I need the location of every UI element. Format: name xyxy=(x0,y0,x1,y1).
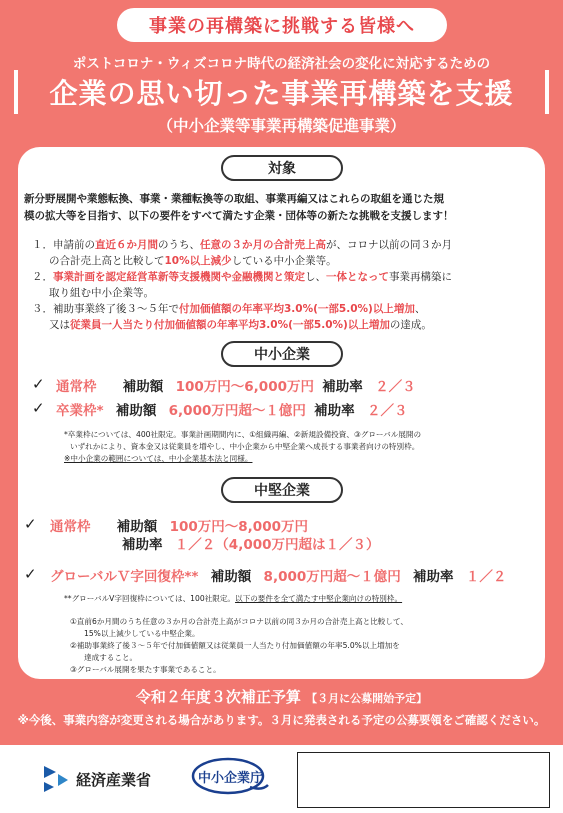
check-icon: ✓ xyxy=(32,375,45,393)
main-title: 企業の思い切った事業再構築を支援 xyxy=(49,77,514,110)
sme-normal-row: 通常枠 補助額 100万円～6,000万円 補助率 ２／３ xyxy=(56,379,416,395)
target-intro-line2: 模の拡大等を目指す、以下の要件をすべて満たす企業・団体等の新たな挑戦を支援します！ xyxy=(24,210,454,222)
mid-cond-1b: 15%以上減少している中堅企業。 xyxy=(84,629,200,638)
requirement-1-line1: １．申請前の直近６か月間のうち、任意の３か月の合計売上高が、コロナ以前の同３か月 xyxy=(32,239,452,251)
check-icon: ✓ xyxy=(24,565,37,583)
contact-box xyxy=(297,752,550,808)
mid-cond-2b: 達成すること。 xyxy=(84,653,138,662)
mid-cond-3: ③グローバル展開を果たす事業であること。 xyxy=(70,665,221,674)
requirement-3-line2: 又は従業員一人当たり付加価値額の年率平均3.0%(一部5.0%)以上増加の達成。 xyxy=(49,319,432,331)
sme-graduation-row: 卒業枠* 補助額 6,000万円超～１億円 補助率 ２／３ xyxy=(56,403,408,419)
requirement-2-line2: 取り組む中小企業等。 xyxy=(49,287,154,299)
mid-cond-2a: ②補助事業終了後３～５年で付加価値額又は従業員一人当たり付加価値額の年率5.0%以上増加を xyxy=(70,641,400,650)
change-notice: ※今後、事業内容が変更される場合があります。３月に発表される予定の公募要領をご確認ください。 xyxy=(17,713,546,727)
meti-logo xyxy=(42,764,151,794)
budget-line: 令和２年度３次補正予算 【３月に公募開始予定】 xyxy=(135,688,428,706)
requirement-2-line1: ２．事業計画を認定経営革新等支援機関や金融機関と策定し、一体となって事業再構築に xyxy=(32,271,452,283)
sme-note-line2: いずれかにより、資本金又は従業員を増やし、中小企業から中堅企業へ成長する事業者向けの特別枠。 xyxy=(70,442,420,451)
sme-note-line1: *卒業枠については、400社限定。事業計画期間内に、①組織再編、②新規設備投資、③グローバル展開の xyxy=(64,430,422,439)
sme-heading: 中小企業 xyxy=(221,341,343,367)
audience-pill: 事業の再構築に挑戦する皆様へ xyxy=(117,8,447,42)
content-card xyxy=(18,147,545,679)
meti-name: 経済産業省 xyxy=(76,770,152,789)
mid-note: **グローバルV字回復枠については、100社限定。以下の要件を全て満たす中堅企業向けの特別枠。 xyxy=(64,594,403,603)
check-icon: ✓ xyxy=(32,399,45,417)
mid-normal-rate: 補助率 １／２（4,000万円超は１／３） xyxy=(122,537,380,553)
mid-cond-1a: ①直前6か月間のうち任意の３か月の合計売上高がコロナ以前の同３か月の合計売上高と比較して、 xyxy=(70,617,409,626)
requirement-3-line1: ３．補助事業終了後３～５年で付加価値額の年率平均3.0%(一部5.0%)以上増加、 xyxy=(32,303,426,315)
target-heading: 対象 xyxy=(221,155,343,181)
program-name: （中小企業等事業再構築促進事業） xyxy=(157,117,406,135)
meti-logo-icon xyxy=(42,764,70,794)
header-subtitle: ポストコロナ・ウィズコロナ時代の経済社会の変化に対応するための xyxy=(72,56,491,72)
target-intro-line1: 新分野展開や業態転換、事業・業種転換等の取組、事業再編又はこれらの取組を通じた規 xyxy=(24,193,444,205)
sme-note-line3: ※中小企業の範囲については、中小企業基本法と同様。 xyxy=(64,454,253,463)
mid-normal-row: 通常枠 補助額 100万円～8,000万円 xyxy=(50,519,308,535)
check-icon: ✓ xyxy=(24,515,37,533)
mid-heading: 中堅企業 xyxy=(221,477,343,503)
sme-agency-name: 中小企業庁 xyxy=(198,771,264,786)
requirement-1-line2: の合計売上高と比較して10%以上減少している中小企業等。 xyxy=(49,255,337,267)
mid-global-row: グローバルＶ字回復枠** 補助額 8,000万円超～１億円 補助率 １／２ xyxy=(50,569,507,585)
sme-agency-logo xyxy=(190,755,272,797)
